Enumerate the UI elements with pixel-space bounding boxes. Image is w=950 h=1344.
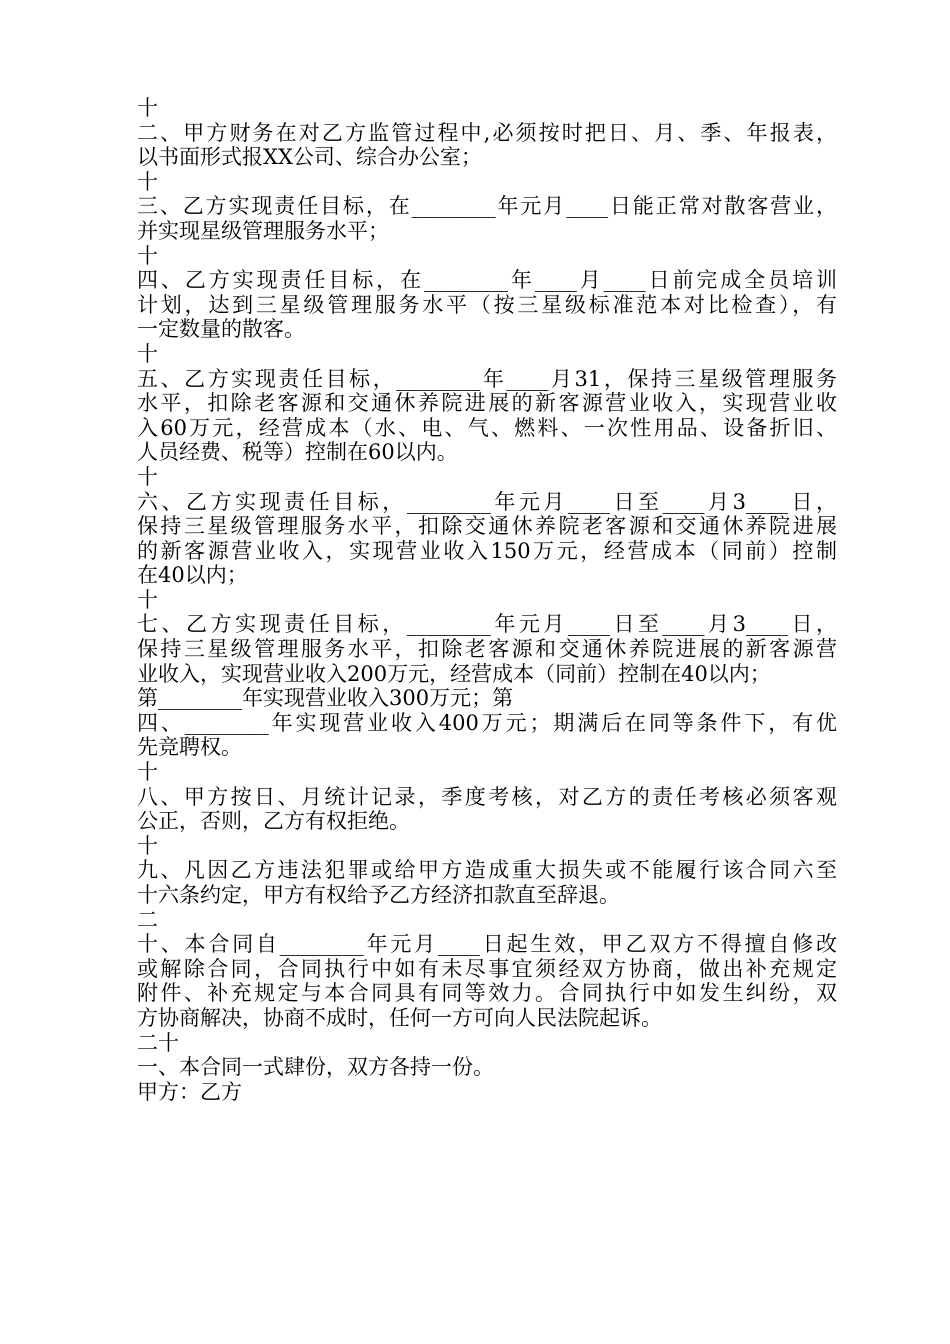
text-line-31: 十	[137, 833, 158, 858]
text-line-41: 甲方：乙方	[137, 1079, 242, 1104]
text-line-5: 三、乙方实现责任目标，在________年元月____日能正常对散客营业，	[137, 194, 837, 219]
text-line-1: 十	[137, 96, 158, 120]
text-line-26: 四、________年实现营业收入400万元；期满后在同等条件下，有优	[137, 710, 837, 735]
text-line-40: 一、本合同一式肆份，双方各持一份。	[137, 1055, 494, 1080]
text-line-20: 在40以内；	[137, 563, 248, 588]
text-line-32: 九、凡因乙方违法犯罪或给甲方造成重大损失或不能履行该合同六至	[137, 858, 837, 883]
text-line-10: 一定数量的散客。	[137, 317, 305, 342]
text-line-37: 附件、补充规定与本合同具有同等效力。合同执行中如发生纠纷，双	[137, 981, 837, 1006]
text-line-23: 保持三星级管理服务水平，扣除老客源和交通休养院进展的新客源营	[137, 637, 837, 662]
text-line-8: 四、乙方实现责任目标，在________年____月____日前完成全员培训	[137, 268, 837, 293]
text-line-25: 第________年实现营业收入300万元；第	[137, 686, 514, 711]
text-line-38: 方协商解决，协商不成时，任何一方可向人民法院起诉。	[137, 1005, 662, 1030]
text-line-11: 十	[137, 341, 158, 366]
text-line-6: 并实现星级管理服务水平；	[137, 218, 389, 243]
text-line-16: 十	[137, 464, 158, 489]
text-line-34: 二	[137, 907, 158, 932]
text-line-12: 五、乙方实现责任目标，________年____月31，保持三星级管理服务	[137, 366, 837, 391]
text-line-7: 十	[137, 243, 158, 268]
text-line-27: 先竞聘权。	[137, 735, 242, 760]
text-line-28: 十	[137, 760, 158, 785]
text-line-14: 入60万元，经营成本（水、电、气、燃料、一次性用品、设备折旧、	[137, 415, 837, 440]
text-line-39: 二十	[137, 1030, 179, 1055]
text-line-4: 十	[137, 169, 158, 194]
text-line-17: 六、乙方实现责任目标，________年元月____日至____月3____日，	[137, 489, 837, 514]
text-line-33: 十六条约定，甲方有权给予乙方经济扣款直至辞退。	[137, 883, 620, 907]
text-line-3: 以书面形式报XX公司、综合办公室；	[137, 145, 482, 170]
text-line-15: 人员经费、税等）控制在60以内。	[137, 440, 458, 465]
text-line-18: 保持三星级管理服务水平，扣除交通休养院老客源和交通休养院进展	[137, 514, 837, 539]
text-line-29: 八、甲方按日、月统计记录，季度考核，对乙方的责任考核必须客观	[137, 784, 837, 809]
text-line-19: 的新客源营业收入，实现营业收入150万元，经营成本（同前）控制	[137, 538, 837, 563]
text-line-13: 水平，扣除老客源和交通休养院进展的新客源营业收入，实现营业收	[137, 391, 837, 416]
text-line-30: 公正，否则，乙方有权拒绝。	[137, 809, 410, 834]
text-line-36: 或解除合同，合同执行中如有未尽事宜须经双方协商，做出补充规定	[137, 956, 837, 981]
text-line-24: 业收入，实现营业收入200万元，经营成本（同前）控制在40以内；	[137, 661, 771, 686]
text-line-2: 二、甲方财务在对乙方监管过程中,必须按时把日、月、季、年报表，	[137, 120, 837, 145]
text-line-22: 七、乙方实现责任目标，________年元月____日至____月3____日，	[137, 612, 837, 637]
contract-text	[137, 96, 837, 1104]
text-line-9: 计划，达到三星级管理服务水平（按三星级标准范本对比检查），有	[137, 292, 837, 317]
text-line-35: 十、本合同自________年元月____日起生效，甲乙双方不得擅自修改	[137, 932, 837, 957]
text-line-21: 十	[137, 587, 158, 612]
